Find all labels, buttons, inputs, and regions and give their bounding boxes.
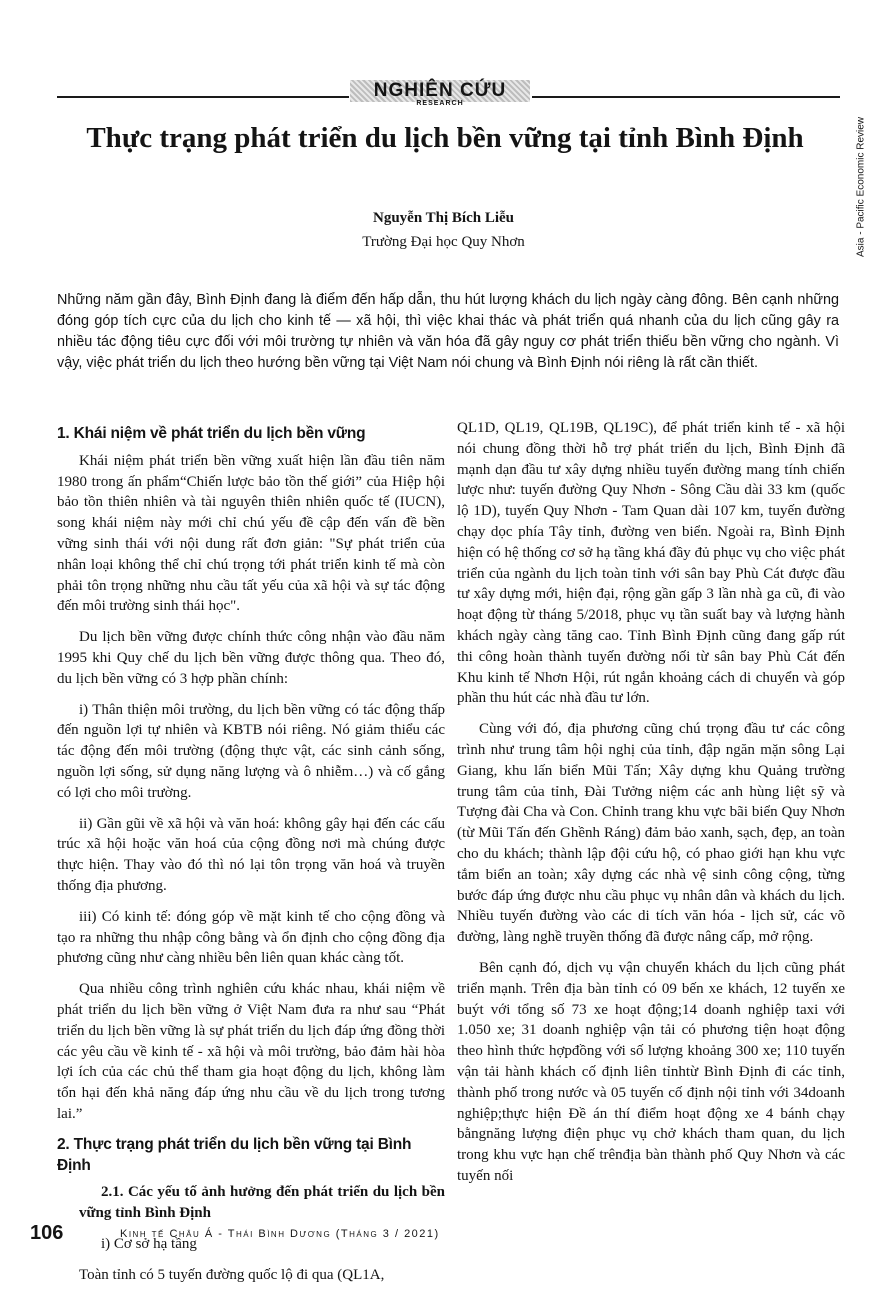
right-column	[457, 418, 845, 1197]
paragraph: Qua nhiều công trình nghiên cứu khác nhau, khái niệm về phát triển du lịch bền vững ở Việt Nam đưa ra như sau “Phát triển du lịch bền vững là sự phát triển du lịch đáp ứng đồng thời các yêu cầu về kinh tế - xã hội và môi trường, bảo đảm hài hòa lợi ích của các chủ thể tham gia hoạt động du lịch, không làm tổn hại đến khả năng đáp ứng nhu cầu về du lịch trong tương lai.”	[57, 981, 445, 1122]
abstract: Những năm gần đây, Bình Định đang là điểm đến hấp dẫn, thu hút lượng khách du lịch ngày càng đông. Bên cạnh những đóng góp tích cực của du lịch cho kinh tế — xã hội, thì việc khai thác và phát triển quá nhanh của du lịch cũng gây ra nhiều tác động tiêu cực đối với môi trường tự nhiên và văn hóa đã gây nguy cơ phát triển thiếu bền vững cho ngành. Vì vậy, việc phát triển du lịch theo hướng bền vững tại Việt Nam nói chung và Bình Định nói riêng là rất cần thiết.	[57, 292, 839, 371]
section-tag-sub: RESEARCH	[416, 100, 464, 107]
paragraph: Khái niệm phát triển bền vững xuất hiện lần đầu tiên năm 1980 trong ấn phẩm“Chiến lược bảo tồn thế giới” của Hiệp hội bảo tồn thiên nhiên và tài nguyên thiên nhiên quốc tế (IUCN), song khái niệm này mới chỉ chú yếu đề cập đến vấn đề bền vững sinh thái với nội dung rất đơn giản: "Sự phát triển của nhân loại không thể chỉ chú trọng tới phát triển kinh tế mà còn phải tôn trọng những nhu cầu tất yếu của xã hội và sự tác động đến môi trường sinh thái học".	[57, 452, 445, 615]
paragraph: iii) Có kinh tế: đóng góp về mặt kinh tế cho cộng đồng và tạo ra những thu nhập công bằng và ổn định cho cộng đồng địa phương cũng như càng nhiều bên liên quan khác càng tốt.	[57, 908, 445, 967]
subsection-heading: 2.1. Các yếu tố ảnh hưởng đến phát triển du lịch bền vững tỉnh Bình Định	[79, 1184, 445, 1222]
header-rule-left	[57, 96, 349, 98]
header-rule-right	[532, 96, 840, 98]
page-number: 106	[30, 1222, 64, 1244]
paragraph: Cùng với đó, địa phương cũng chú trọng đầu tư các công trình như trung tâm hội nghị của tỉnh, đập ngăn mặn sông Lại Giang, khu lấn biển Mũi Tấn; Xây dựng khu Quảng trường trung tâm của tỉnh, Đài Tưởng niệm các anh hùng liệt sỹ và Tượng đài Cha và Con. Chỉnh trang khu vực bãi biển Quy Nhơn (từ Mũi Tấn đến Ghềnh Ráng) đảm bảo xanh, sạch, đẹp, an toàn cho du khách; thành lập đội cứu hộ, có phao giới hạn khu vực tắm biển an toàn; xây dựng các nhà vệ sinh công cộng, từng bước đáp ứng được nhu cầu phục vụ nhân dân và khách du lịch. Nhiều tuyến đường vào các di tích văn hóa - lịch sử, các võ đường, làng nghề truyền thống đã được nâng cấp, mở rộng.	[457, 721, 845, 946]
paragraph: Toàn tỉnh có 5 tuyến đường quốc lộ đi qua (QL1A,	[79, 1266, 385, 1283]
section-tag-label: NGHIÊN CỨU	[350, 80, 530, 102]
left-column	[57, 418, 445, 1295]
side-journal-label: Asia - Pacific Economic Review	[855, 116, 867, 258]
section-tag	[350, 80, 530, 106]
paragraph: Bên cạnh đó, dịch vụ vận chuyển khách du lịch cũng phát triển mạnh. Trên địa bàn tỉnh có 09 bến xe khách, 12 tuyến xe buýt với tổng số 73 xe hoạt động;14 doanh nghiệp taxi với 1.050 xe; 31 doanh nghiệp vận tải có phương tiện hoạt động theo hình thức hợpđồng với số lượng khoảng 300 xe; 110 tuyến vận tải hành khách cố định liên tỉnhtừ Bình Định đi các tỉnh, thành phố trong nước và 05 tuyến cố định nội tỉnh với 34doanh nghiệp;thực hiện Đề án thí điểm hoạt động xe 4 bánh chạy bằngnăng lượng điện phục vụ chở khách tham quan, du lịch trong khu vực hạn chế trênđịa bàn thành phố Quy Nhơn và các tuyến nối	[457, 959, 845, 1184]
paragraph: ii) Gần gũi về xã hội và văn hoá: không gây hại đến các cấu trúc xã hội hoặc văn hoá của cộng đồng nơi mà chúng được thực hiện. Thay vào đó thì nó lại tôn trọng văn hoá và truyền thống địa phương.	[57, 815, 445, 894]
footer-journal-line: Kinh tế Châu Á - Thái Bình Dương (Tháng 3 / 2021)	[120, 1228, 440, 1240]
paragraph: i) Thân thiện môi trường, du lịch bền vững có tác động thấp đến nguồn lợi tự nhiên và KBTB nói riêng. Nó giảm thiểu các tác động đến môi trường (động thực vật, các sinh cảnh sống, nguồn lợi sống, sử dụng năng lượng và ô nhiễm…) và cố gắng có lợi cho môi trường.	[57, 701, 445, 801]
article-title: Thực trạng phát triển du lịch bền vững tại tỉnh Bình Định	[86, 122, 804, 154]
list-item-heading: i) Cơ sở hạ tầng	[101, 1235, 197, 1252]
paragraph: Du lịch bền vững được chính thức công nhận vào đầu năm 1995 khi Quy chế du lịch bền vững được thông qua. Theo đó, du lịch bền vững có 3 hợp phần chính:	[57, 629, 445, 687]
author-affiliation: Trường Đại học Quy Nhơn	[362, 234, 525, 250]
section-heading-1: 1. Khái niệm về phát triển du lịch bền vững	[57, 425, 366, 442]
section-heading-2: 2. Thực trạng phát triển du lịch bền vững tại Bình Định	[57, 1135, 412, 1174]
author-name: Nguyễn Thị Bích Liễu	[372, 210, 514, 226]
paragraph: QL1D, QL19, QL19B, QL19C), để phát triển kinh tế - xã hội nói chung đồng thời hỗ trợ phát triển du lịch, Bình Định đã mạnh dạn đầu tư xây dựng nhiều tuyến đường mang tính chiến lược như: tuyến đường Quy Nhơn - Sông Cầu dài 33 km (quốc lộ 1D), tuyến Quy Nhơn - Tam Quan dài 107 km, tuyến đường chạy dọc phía Tây tỉnh, đường ven biển. Ngoài ra, Bình Định hiện có hệ thống cơ sở hạ tầng khá đầy đủ phục vụ cho việc phát triển của ngành du lịch toàn tỉnh với sân bay Phù Cát được đầu tư xây dựng mới, hiện đại, rộng gần gấp 3 lần nhà ga cũ, đi vào hoạt động từ tháng 5/2018, phục vụ tần suất bay và lượng hành khách ngày càng tăng cao. Tỉnh Bình Định cũng đang gấp rút thi công hoàn thành tuyến đường nối từ sân bay Phù Cát đến Khu kinh tế Nhơn Hội, rút ngắn khoảng cách di chuyển và góp phần thu hút các nhà đầu tư lớn.	[457, 420, 845, 707]
